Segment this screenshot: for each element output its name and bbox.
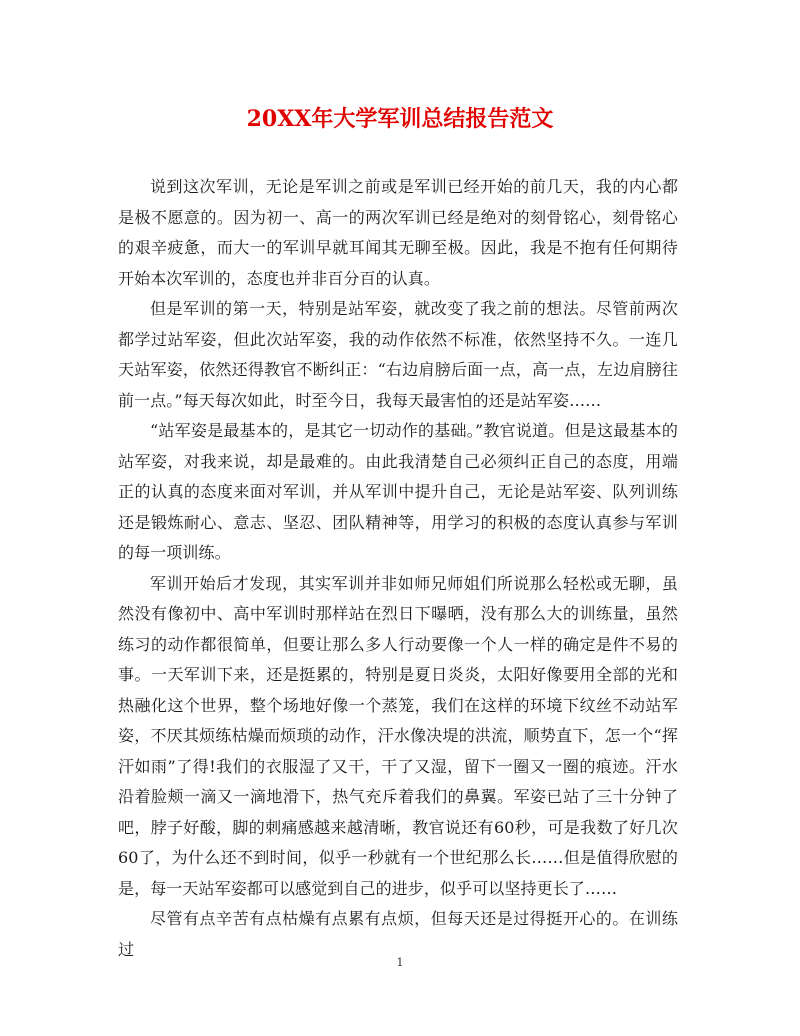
paragraph: 尽管有点辛苦有点枯燥有点累有点烦，但每天还是过得挺开心的。在训练过 bbox=[118, 909, 678, 959]
paragraph: 说到这次军训，无论是军训之前或是军训已经开始的前几天，我的内心都是极不愿意的。因为初一、高一的两次军训已经是绝对的刻骨铭心，刻骨铭心的艰辛疲惫，而大一的军训早就耳闻其无聊至极。因此，我是不抱有任何期待开始本次军训的，态度也并非百分百的认真。 bbox=[118, 177, 678, 288]
paragraph: “站军姿是最基本的，是其它一切动作的基础。”教官说道。但是这最基本的站军姿，对我来说，却是最难的。由此我清楚自己必须纠正自己的态度，用端正的认真的态度来面对军训，并从军训中提升自己，无论是站军姿、队列训练还是锻炼耐心、意志、坚忍、团队精神等，用学习的积极的态度认真参与军训的每一项训练。 bbox=[118, 421, 678, 562]
page-number: 1 bbox=[396, 956, 404, 969]
document-title: 20XX年大学军训总结报告范文 bbox=[246, 106, 554, 132]
paragraph: 但是军训的第一天，特别是站军姿，就改变了我之前的想法。尽管前两次都学过站军姿，但此次站军姿，我的动作依然不标准，依然坚持不久。一连几天站军姿，依然还得教官不断纠正：“右边肩膀后面一点，高一点，左边肩膀往前一点。”每天每次如此，时至今日，我每天最害怕的还是站军姿…… bbox=[118, 299, 678, 410]
paragraph: 军训开始后才发现，其实军训并非如师兄师姐们所说那么轻松或无聊，虽然没有像初中、高中军训时那样站在烈日下曝晒，没有那么大的训练量，虽然练习的动作都很简单，但要让那么多人行动要像一个人一样的确定是件不易的事。一天军训下来，还是挺累的，特别是夏日炎炎，太阳好像要用全部的光和热融化这个世界，整个场地好像一个蒸笼，我们在这样的环境下纹丝不动站军姿，不厌其烦练枯燥而烦琐的动作，汗水像决堤的洪流，顺势直下，怎一个“挥汗如雨”了得!我们的衣服湿了又干，干了又湿，留下一圈又一圈的痕迹。汗水沿着脸颊一滴又一滴地滑下，热气充斥着我们的鼻翼。军姿已站了三十分钟了吧，脖子好酸，脚的刺痛感越来越清晰，教官说还有60秒，可是我数了好几次60了，为什么还不到时间，似乎一秒就有一个世纪那么长……但是值得欣慰的是，每一天站军姿都可以感觉到自己的进步，似乎可以坚持更长了…… bbox=[118, 573, 678, 898]
document-body bbox=[118, 172, 678, 965]
